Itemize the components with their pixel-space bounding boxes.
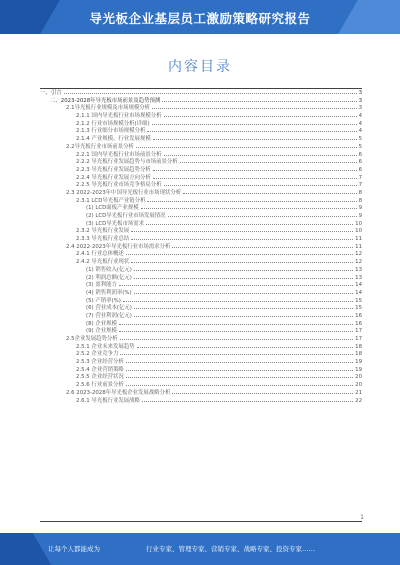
toc-entry-text: 2.1.3 行业细分市场规模分析 — [76, 128, 146, 135]
toc-entry-page: 7 — [358, 182, 362, 189]
toc-dot-leader — [153, 178, 357, 179]
toc-top-rule — [40, 88, 362, 89]
toc-entry-text: 2.2.3 导光板行业发展趋势分析 — [76, 166, 151, 173]
toc-entry[interactable] — [40, 359, 362, 367]
toc-entry-page: 22 — [355, 397, 362, 404]
toc-entry-text: 2.6 2023-2028年导光板企业发展战略分析 — [66, 389, 171, 396]
toc-entry-text: 2.3.1 LCD导光板产业链分析 — [76, 197, 146, 204]
toc-entry-page: 4 — [358, 113, 362, 120]
toc-entry-page: 10 — [355, 228, 362, 235]
toc-entry-page: 13 — [355, 274, 362, 281]
toc-entry-page: 12 — [355, 251, 362, 258]
toc-entry[interactable] — [40, 144, 362, 152]
toc-dot-leader — [131, 231, 353, 232]
toc-entry-page: 20 — [355, 374, 362, 381]
toc-entry-page: 9 — [358, 205, 362, 212]
toc-entry-text: 2.5.1 企业未来发展趋势 — [76, 343, 135, 350]
toc-entry[interactable] — [40, 136, 362, 144]
toc-dot-leader — [146, 224, 353, 225]
toc-entry[interactable] — [40, 190, 362, 198]
toc-entry-text: 2.2.4 导光板行业发展方向分析 — [76, 174, 151, 181]
toc-entry-page: 15 — [355, 297, 362, 304]
toc-entry-page: 15 — [355, 305, 362, 312]
toc-entry-text: 2.3.2 导光板行业发展 — [76, 228, 130, 235]
toc-dot-leader — [134, 308, 353, 309]
toc-entry-text: 2.1.1 国内导光板行业市场规模分析 — [76, 113, 162, 120]
toc-dot-leader — [142, 401, 353, 402]
toc-entry-page: 6 — [358, 159, 362, 166]
toc-entry-page: 5 — [358, 136, 362, 143]
toc-entry-text: (7) 营业利润(亿元) — [86, 312, 132, 319]
toc-entry-page: 11 — [355, 243, 362, 250]
toc-dot-leader — [153, 170, 357, 171]
toc-entry-text: 2.2.1 国内导光板行业市场前景分析 — [76, 151, 162, 158]
toc-dot-leader — [126, 254, 353, 255]
toc-list — [40, 90, 362, 405]
toc-bottom-rule — [40, 521, 362, 522]
toc-entry[interactable] — [40, 382, 362, 390]
toc-entry[interactable] — [40, 213, 362, 221]
toc-entry[interactable] — [40, 182, 362, 190]
toc-entry-text: (4) 销售利润率(%) — [86, 289, 132, 296]
toc-entry-page: 3 — [358, 97, 362, 104]
toc-dot-leader — [126, 362, 353, 363]
toc-dot-leader — [131, 239, 353, 240]
toc-dot-leader — [141, 208, 357, 209]
toc-entry-text: 2.6.1 导光板行业发展战略 — [76, 397, 140, 404]
toc-entry-text: 一、引言 — [40, 90, 62, 96]
toc-entry-page: 8 — [358, 197, 362, 204]
toc-entry-text: 2.4 2022-2023年导光板行业市场需求分析 — [66, 243, 171, 250]
toc-entry[interactable] — [40, 159, 362, 167]
toc-entry-text: 2.5.4 企业营销策略 — [76, 366, 124, 373]
toc-dot-leader — [134, 278, 353, 279]
toc-entry[interactable] — [40, 374, 362, 382]
toc-entry[interactable] — [40, 205, 362, 213]
toc-entry-text: (2) LCD导光板行业市场发展情况 — [86, 213, 166, 219]
toc-entry-page: 18 — [355, 351, 362, 358]
toc-entry[interactable] — [40, 267, 362, 275]
toc-entry-text: (5) 产销率(%) — [86, 297, 121, 304]
toc-entry[interactable] — [40, 113, 362, 121]
toc-entry[interactable] — [40, 313, 362, 321]
toc-dot-leader — [119, 331, 353, 332]
toc-entry-text: 2.1.2 行业市场规模分析(详细) — [76, 120, 150, 127]
toc-entry-text: (3) 盈利能力 — [86, 282, 117, 289]
toc-entry[interactable] — [40, 105, 362, 113]
footer-band — [0, 533, 400, 565]
toc-dot-leader — [162, 101, 356, 102]
toc-entry-page: 3 — [358, 90, 362, 96]
toc-dot-leader — [168, 216, 357, 217]
toc-entry-page: 6 — [358, 166, 362, 173]
toc-dot-leader — [120, 339, 353, 340]
toc-dot-leader — [180, 162, 357, 163]
toc-dot-leader — [172, 247, 353, 248]
footer-stripe-left — [0, 533, 51, 565]
toc-entry-text: (1) LCD面板产业规模 — [86, 205, 139, 212]
toc-dot-leader — [164, 185, 357, 186]
toc-entry-page: 20 — [355, 382, 362, 389]
toc-entry-text: 2.5.3 企业经营分析 — [76, 359, 124, 366]
toc-dot-leader — [183, 193, 356, 194]
toc-entry-page: 13 — [355, 266, 362, 273]
toc-entry[interactable] — [40, 351, 362, 359]
toc-entry[interactable] — [40, 336, 362, 344]
toc-entry[interactable] — [40, 90, 362, 98]
toc-entry-text: 2.2.2 导光板行业发展趋势与市场前景分析 — [76, 159, 178, 166]
toc-dot-leader — [136, 147, 357, 148]
toc-entry-text: (6) 营业成本(亿元) — [86, 305, 132, 312]
toc-entry-page: 21 — [355, 389, 362, 396]
toc-entry-page: 7 — [358, 174, 362, 181]
toc-entry[interactable] — [40, 128, 362, 136]
toc-dot-leader — [137, 347, 354, 348]
report-title: 导光板企业基层员工激励策略研究报告 — [89, 11, 311, 26]
toc-entry-text: 2.4.1 行业总体概述 — [76, 251, 124, 258]
toc-entry-text: 2.2.5 导光板行业市场竞争格局分析 — [76, 182, 162, 189]
toc-entry-text: 2.5.2 企业竞争力 — [76, 351, 119, 358]
toc-entry-text: (2) 利润总额(亿元) — [86, 274, 132, 281]
toc-entry-text: (3) LCD导光板市场需求 — [86, 220, 145, 227]
toc-dot-leader — [134, 316, 353, 317]
toc-entry-page: 12 — [355, 259, 362, 266]
toc-entry-text: 2.5企业发展趋势分析 — [66, 336, 118, 342]
toc-entry-page: 18 — [355, 343, 362, 350]
toc-dot-leader — [153, 139, 357, 140]
toc-entry-page: 17 — [355, 328, 362, 335]
toc-entry-text: 2.1.4 产业规模、行业发展规模 — [76, 136, 151, 143]
toc-entry-page: 19 — [355, 359, 362, 366]
toc-dot-leader — [147, 131, 356, 132]
toc-dot-leader — [126, 377, 353, 378]
toc-entry-page: 16 — [355, 312, 362, 319]
toc-dot-leader — [147, 201, 356, 202]
toc-entry[interactable] — [40, 290, 362, 298]
toc-entry-text: 2.5.6 行业前景分析 — [76, 382, 124, 389]
toc-dot-leader — [152, 108, 357, 109]
header-band — [0, 0, 400, 34]
toc-entry-page: 10 — [355, 220, 362, 227]
toc-entry[interactable] — [40, 398, 362, 406]
toc-entry-page: 3 — [358, 105, 362, 112]
toc-title: 内容目录 — [168, 59, 232, 75]
footer-slogan-left: 让每个人都能成为 — [48, 545, 100, 553]
toc-entry-text: (1) 销售收入(亿元) — [86, 266, 132, 273]
toc-dot-leader — [120, 354, 353, 355]
toc-dot-leader — [134, 293, 354, 294]
toc-entry-text: 二、2023-2028年导光板市场前景及趋势预测 — [50, 97, 161, 104]
toc-dot-leader — [131, 262, 353, 263]
toc-dot-leader — [164, 155, 357, 156]
toc-entry-page: 14 — [355, 289, 362, 296]
toc-entry[interactable] — [40, 167, 362, 175]
toc-entry-page: 16 — [355, 320, 362, 327]
toc-dot-leader — [119, 285, 353, 286]
toc-entry[interactable] — [40, 282, 362, 290]
toc-entry-page: 4 — [358, 120, 362, 127]
page-number: 1 — [360, 514, 364, 521]
toc-entry[interactable] — [40, 390, 362, 398]
toc-entry[interactable] — [40, 328, 362, 336]
toc-dot-leader — [152, 124, 357, 125]
toc-dot-leader — [164, 116, 357, 117]
toc-entry[interactable] — [40, 305, 362, 313]
toc-dot-leader — [119, 324, 353, 325]
toc-entry-text: (9) 企业规模 — [86, 328, 117, 335]
toc-dot-leader — [126, 385, 353, 386]
toc-dot-leader — [134, 270, 353, 271]
toc-entry-text: 2.4.2 导光板行业现状 — [76, 259, 130, 266]
toc-entry-text: (8) 企业规模 — [86, 320, 117, 327]
toc-entry-page: 19 — [355, 366, 362, 373]
footer-slogan-right: 行业专家、管理专家、营销专家、战略专家、投资专家…… — [146, 545, 315, 553]
toc-entry[interactable] — [40, 236, 362, 244]
toc-entry[interactable] — [40, 251, 362, 259]
toc-entry-text: 2.2导光板行业市场前景分析 — [66, 143, 134, 150]
toc-dot-leader — [126, 370, 353, 371]
toc-entry-page: 14 — [355, 282, 362, 289]
toc-entry-page: 8 — [358, 189, 362, 196]
toc-entry-page: 9 — [358, 213, 362, 219]
toc-dot-leader — [172, 393, 353, 394]
toc-dot-leader — [123, 301, 353, 302]
toc-entry-page: 6 — [358, 151, 362, 158]
toc-entry-page: 5 — [358, 143, 362, 150]
toc-entry[interactable] — [40, 228, 362, 236]
toc-entry[interactable] — [40, 259, 362, 267]
toc-entry-page: 4 — [358, 128, 362, 135]
toc-entry-text: 2.3.3 导光板行业总结 — [76, 236, 130, 243]
toc-entry-page: 11 — [355, 236, 362, 243]
toc-dot-leader — [64, 93, 357, 94]
toc-entry-text: 2.3 2022-2023年中国导光板行业市场现状分析 — [66, 189, 182, 196]
toc-entry-page: 17 — [355, 336, 362, 342]
toc-entry-text: 2.1导光板行业规模及市场规模分析 — [66, 105, 151, 112]
toc-entry-text: 2.5.5 企业经营状况 — [76, 374, 124, 381]
